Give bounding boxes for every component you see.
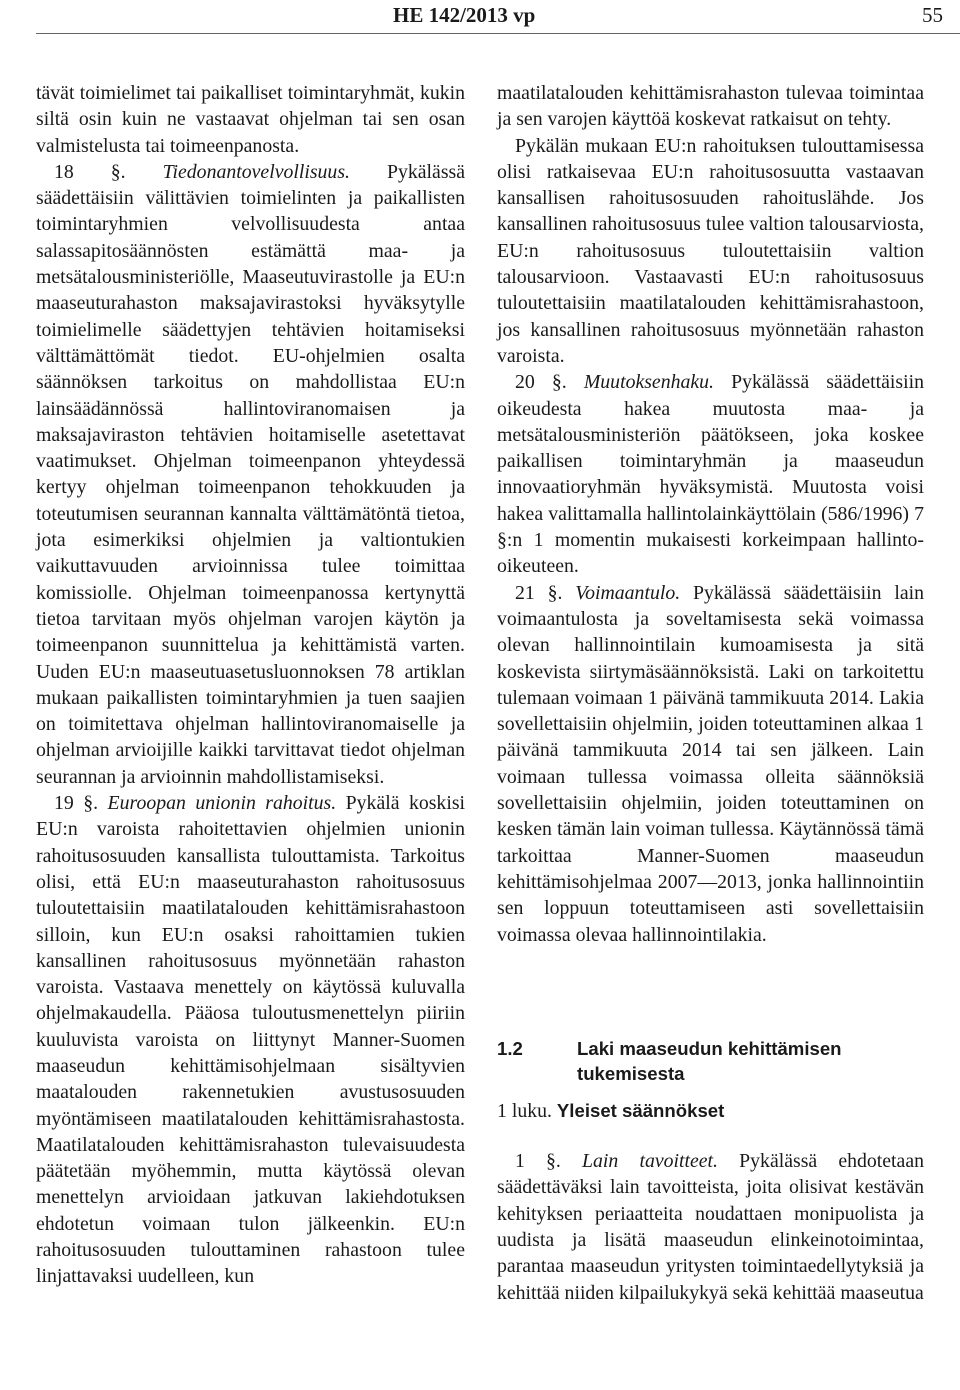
section-21 [497,580,924,948]
section-number: 18 §. [54,160,126,183]
chapter-heading [497,1098,924,1124]
section-title: Lain tavoitteet. [582,1150,719,1173]
subheading-title: Laki maaseudun kehittämisen tukemisesta [577,1037,842,1084]
paragraph: maatilatalouden kehittämisrahaston tulevaa toimintaa ja sen varojen käyttöä koskevat ratkaisut on tehty. [497,82,924,131]
section-18 [36,159,465,790]
paragraph: Pykälän mukaan EU:n rahoituksen tulouttamisessa olisi ratkaisevaa EU:n rahoitusosuutta vastaavan kansallisen rahoitusosuuden rahoituslähde. Jos kansallinen rahoitusosuus tulee valtion talousarviosta, EU:n rahoitusosuus tuloutettaisiin valtion talousarvioon. Vastaavasti EU:n rahoitusosuus tuloutettaisiin maatilatalouden kehittämisrahastoon, jos kansallinen rahoitusosuus myönnetään rahaston varoista. [497,134,924,367]
section-text: Pykälässä ehdotetaan säädettäväksi lain tavoitteista, joita olisivat kestävän kehityksen periaatteita noudattaen monipuolista ja uudista ja lisätä maaseudun elinkeinotoimintaa, parantaa maaseudun yritysten toimintaedellytyksiä ja kehittää niiden kilpailukykyä sekä kehittää maaseutua [497,1150,924,1304]
spacer [497,948,924,1036]
subheading-number: 1.2 [497,1037,523,1059]
section-number: 1 §. [515,1150,561,1173]
left-column [36,80,465,1290]
spacer [497,1086,924,1098]
section-text: Pykälässä säädettäisiin lain voimaantulosta ja soveltamisesta sekä voimassa olevan hallinnointilain kumoamisesta ja sitä koskevista siirtymäsäännöksistä. Laki on tarkoitettu tulemaan voimaan 1 päivänä tammikuuta 2014. Lakia sovellettaisiin ohjelmiin, joiden toteuttaminen alkaa 1 päivänä tammikuuta 2014 tai sen jälkeen. Lain voimaan tullessa voimassa olleita säännöksiä sovellettaisiin ohjelmiin, joiden toteuttaminen on kesken tämän lain voiman tullessa. Käytännössä tämä tarkoittaa Manner-Suomen maaseudun kehittämisohjelmaa 2007—2013, jonka hallinnointiin sen loppuun toteuttamiseen asti sovellettaisiin voimassa olevaa hallinnointilakia. [497,581,925,946]
subheading [497,1036,924,1086]
page-header [0,4,960,40]
section-title: Voimaantulo. [575,581,681,604]
spacer [497,1124,924,1136]
section-19 [36,790,465,1290]
section-title: Tiedonantovelvollisuus. [162,160,350,183]
section-title: Muutoksenhaku. [583,371,715,394]
section-title: Euroopan unionin rahoitus. [107,792,337,815]
section-text: Pykälä koskisi EU:n varoista rahoitettavien ohjelmien unionin rahoitusosuuden kansallista tulouttamista. Tarkoitus olisi, että EU:n maaseuturahaston rahoitusosuus tuloutettaisiin maatilatalouden kehittämisrahastoon silloin, kun EU:n osaksi rahoittamien tukien kansallinen rahoitusosuus myönnetään rahaston varoista. Vastaava menettely on käytössä kuluvalla ohjelmakaudella. Pääosa tuloutusmenettelyn piiriin kuuluvista varoista on liittynyt Manner-Suomen maaseudun kehittämisohjelmaan sisältyvien maatalouden rakennetukien avustusosuuden myöntämiseen maatilatalouden kehittämisrahastosta. Maatilatalouden kehittämisrahaston tulevaisuudesta päätetään myöhemmin, mutta käytössä olevan menettelyn arvioidaan jatkuvan lakiehdotuksen ehdotetun voimaan tulon jälkeenkin. EU:n rahoitusosuuden tulouttaminen rahastoon tulee linjattavaksi uudelleen, kun [36,792,466,1288]
document-id: HE 142/2013 vp [393,3,536,27]
spacer [497,1136,924,1148]
section-number: 19 §. [54,792,99,815]
section-20 [497,369,924,579]
header-rule [36,33,960,34]
section-number: 21 §. [515,581,563,604]
section-text: Pykälässä säädettäisiin välittävien toimielinten ja paikallisten toimintaryhmien velvollisuudesta antaa salassapitosäännösten estämättä maa- ja metsätalousministeriölle, Maaseutuvirastolle ja EU:n maaseuturahaston maksajavirastoksi hyväksytylle toimielimelle säädettyjen tehtävien hoitamiseksi välttämättömät tiedot. EU-ohjelmien osalta säännöksen tarkoitus on mahdollistaa EU:n lainsäädännössä hallintoviranomaisen ja maksajaviraston tehtävien hoitamiselle asetettavat vaatimukset. Ohjelman toimeenpanon yhteydessä kertyy ohjelman toimeenpanon tehokkuuden ja toteutumisen seurannan kannalta välttämätöntä tietoa, jota esimerkiksi ohjelmien ja valtiontukien vaikuttavuuden arvioinnissa tulee toimittaa komissiolle. Ohjelman toimeenpanossa kertynyttä tietoa tarvitaan myös ohjelman varojen käytön ja toimeenpanon suunnittelua ja kehittämistä varten. Uuden EU:n maaseutuasetusluonnoksen 78 artiklan mukaan paikallisten toimintaryhmien ja tuen saajien on toimitettava ohjelman hallintoviranomaiselle ja ohjelman arvioijille kaikki tarvittavat tiedot ohjelman seurannan ja arvioinnin mahdollistamiseksi. [36,160,465,788]
section-1 [497,1148,924,1306]
paragraph: tävät toimielimet tai paikalliset toimintaryhmät, kukin siltä osin kuin ne vastaavat ohjelman tai sen osan valmistelusta tai toimeenpanosta. [36,82,465,157]
chapter-title: Yleiset säännökset [556,1099,725,1121]
right-column [497,80,924,1306]
section-text: Pykälässä säädettäisiin oikeudesta hakea muutosta maa- ja metsätalousministeriön päätökseen, joka koskee paikallisen toimintaryhmän ja maaseudun innovaatioryhmän hyväksymistä. Muutosta voisi hakea valittamalla hallintolainkäyttölain (586/1996) 7 §:n 1 momentin mukaisesti korkeimpaan hallinto-oikeuteen. [497,371,924,578]
chapter-prefix: 1 luku. [497,1099,552,1122]
page-number: 55 [922,3,943,27]
section-number: 20 §. [515,371,567,394]
